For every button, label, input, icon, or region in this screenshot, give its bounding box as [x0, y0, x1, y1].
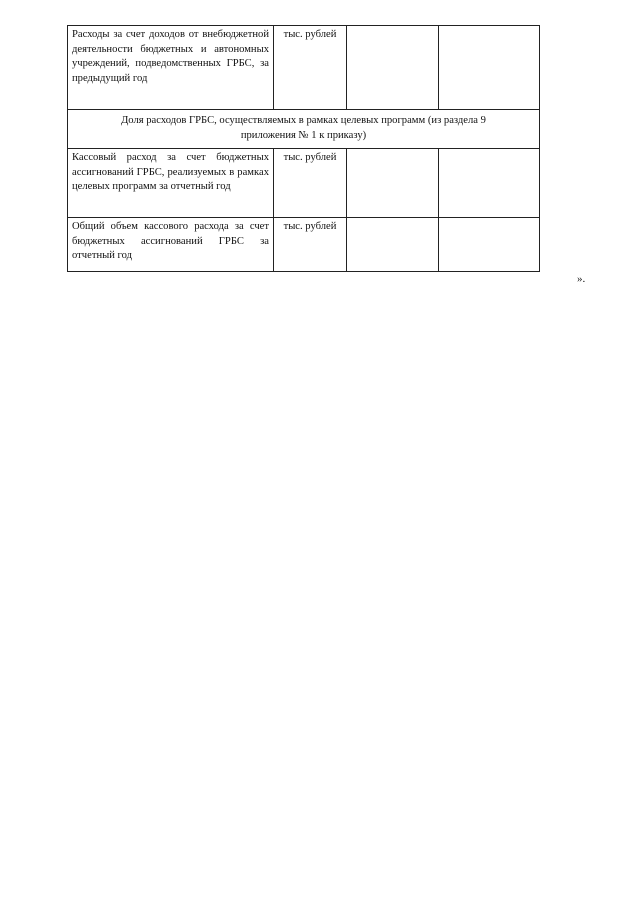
row-value-1	[347, 149, 439, 218]
row-unit: тыс. рублей	[274, 26, 347, 110]
section-row	[68, 110, 540, 149]
table-row	[68, 218, 540, 272]
row-value-2	[439, 149, 540, 218]
row-description: Расходы за счет доходов от внебюджетной деятельности бюджетных и автономных учреждений, подведомственных ГРБС, за предыдущий год	[68, 26, 274, 110]
table-row	[68, 149, 540, 218]
row-value-1	[347, 218, 439, 272]
row-unit: тыс. рублей	[274, 149, 347, 218]
row-unit: тыс. рублей	[274, 218, 347, 272]
row-description: Общий объем кассового расхода за счет бюджетных ассигнований ГРБС за отчетный год	[68, 218, 274, 272]
row-value-1	[347, 26, 439, 110]
section-header: Доля расходов ГРБС, осуществляемых в рамках целевых программ (из раздела 9 приложения № 1 к приказу)	[68, 110, 540, 149]
indicators-table	[67, 25, 540, 272]
row-description: Кассовый расход за счет бюджетных ассигнований ГРБС, реализуемых в рамках целевых программ за отчетный год	[68, 149, 274, 218]
closing-quote-mark: ».	[577, 273, 586, 285]
row-value-2	[439, 26, 540, 110]
row-value-2	[439, 218, 540, 272]
table-row	[68, 26, 540, 110]
